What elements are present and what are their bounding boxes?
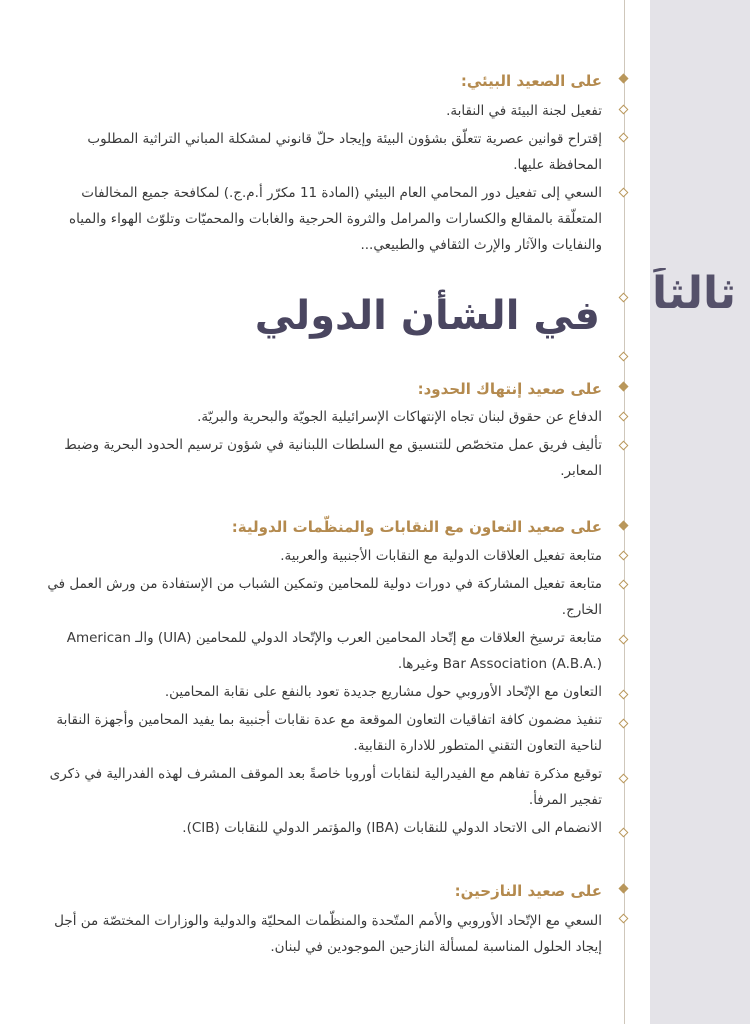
international-cooperation-section [40, 516, 602, 841]
diamond-bullet-icon [619, 412, 629, 422]
section-heading: على الصعيد البيئي: [460, 72, 602, 90]
section-heading: على صعيد إنتهاك الحدود: [417, 380, 602, 398]
diamond-bullet-icon [619, 914, 629, 924]
diamond-bullet-icon [619, 828, 629, 838]
list-item: التعاون مع الإتّحاد الأوروبي حول مشاريع جديدة تعود بالنفع على نقابة المحامين. [164, 684, 602, 700]
list-item: الدفاع عن حقوق لبنان تجاه الإنتهاكات الإسرائيلية الجويّة والبحرية والبريّة. [197, 409, 602, 425]
diamond-bullet-icon [619, 580, 629, 590]
diamond-bullet-icon [619, 133, 629, 143]
displaced-section [40, 880, 602, 960]
list-item: تأليف فريق عمل متخصّص للتنسيق مع السلطات اللبنانية في شؤون ترسيم الحدود البحرية وضبط المعابر. [64, 437, 602, 479]
list-item: تفعيل لجنة البيئة في النقابة. [446, 103, 602, 119]
section-title: في الشأن الدولي [254, 293, 600, 339]
list-item: إقتراح قوانين عصرية تتعلّق بشؤون البيئة وإيجاد حلّ قانوني لمشكلة المباني التراثية المطلوب المحافظة عليها. [87, 131, 602, 173]
diamond-bullet-icon [619, 551, 629, 561]
list-item: السعي إلى تفعيل دور المحامي العام البيئي (المادة 11 مكرّر أ.م.ج.) لمكافحة جميع المخالفات المتعلّقة بالمقالع والكسارات والمرامل والثروة الحرجية والغابات والمحميّات وتلوّث الهواء والمياه والنفايات والآثار والإرث الثقافي والطبيعي... [69, 185, 602, 253]
list-item: متابعة تفعيل المشاركة في دورات دولية للمحامين وتمكين الشباب من الإستفادة من ورش العمل في الخارج. [47, 576, 602, 618]
list-item: تنفيذ مضمون كافة اتفاقيات التعاون الموقعة مع عدة نقابات أجنبية بما يفيد المحامين وأجهزة النقابة لناحية التعاون التقني المتطور للادارة النقابية. [56, 712, 602, 754]
list-item: السعي مع الإتّحاد الأوروبي والأمم المتّحدة والمنظّمات المحليّة والدولية والوزارات المختصّة من أجل إيجاد الحلول المناسبة لمسألة النازحين الموجودين في لبنان. [54, 913, 602, 955]
diamond-bullet-icon [619, 352, 629, 362]
section-heading: على صعيد النازحين: [454, 882, 602, 900]
list-item: متابعة ترسيخ العلاقات مع إتّحاد المحامين العرب والإتّحاد الدولي للمحامين (UIA) والـ American Bar Association (A.B.A.) وغيرها. [66, 630, 602, 672]
list-item: الانضمام الى الاتحاد الدولي للنقابات (IBA) والمؤتمر الدولي للنقابات (CIB). [182, 820, 602, 836]
diamond-bullet-icon [619, 774, 629, 784]
diamond-bullet-icon [619, 719, 629, 729]
side-panel [650, 0, 750, 1024]
section-number-label: ثالثاً [652, 268, 737, 319]
list-item: متابعة تفعيل العلاقات الدولية مع النقابات الأجنبية والعربية. [280, 548, 602, 564]
list-item: توقيع مذكرة تفاهم مع الفيدرالية لنقابات أوروبا خاصةً بعد الموقف المشرف لهذه الفدرالية في ذكرى تفجير المرفأ. [49, 766, 602, 808]
diamond-bullet-icon [619, 105, 629, 115]
diamond-bullet-icon [619, 635, 629, 645]
diamond-bullet-icon [619, 382, 629, 392]
diamond-bullet-icon [619, 188, 629, 198]
diamond-bullet-icon [619, 293, 629, 303]
borders-section [40, 378, 602, 484]
environment-section [40, 70, 602, 258]
diamond-bullet-icon [619, 884, 629, 894]
section-heading: على صعيد التعاون مع النقابات والمنظّمات الدولية: [231, 518, 602, 536]
diamond-bullet-icon [619, 74, 629, 84]
diamond-bullet-icon [619, 690, 629, 700]
diamond-bullet-icon [619, 441, 629, 451]
vertical-rule [624, 0, 625, 1024]
diamond-bullet-icon [619, 521, 629, 531]
